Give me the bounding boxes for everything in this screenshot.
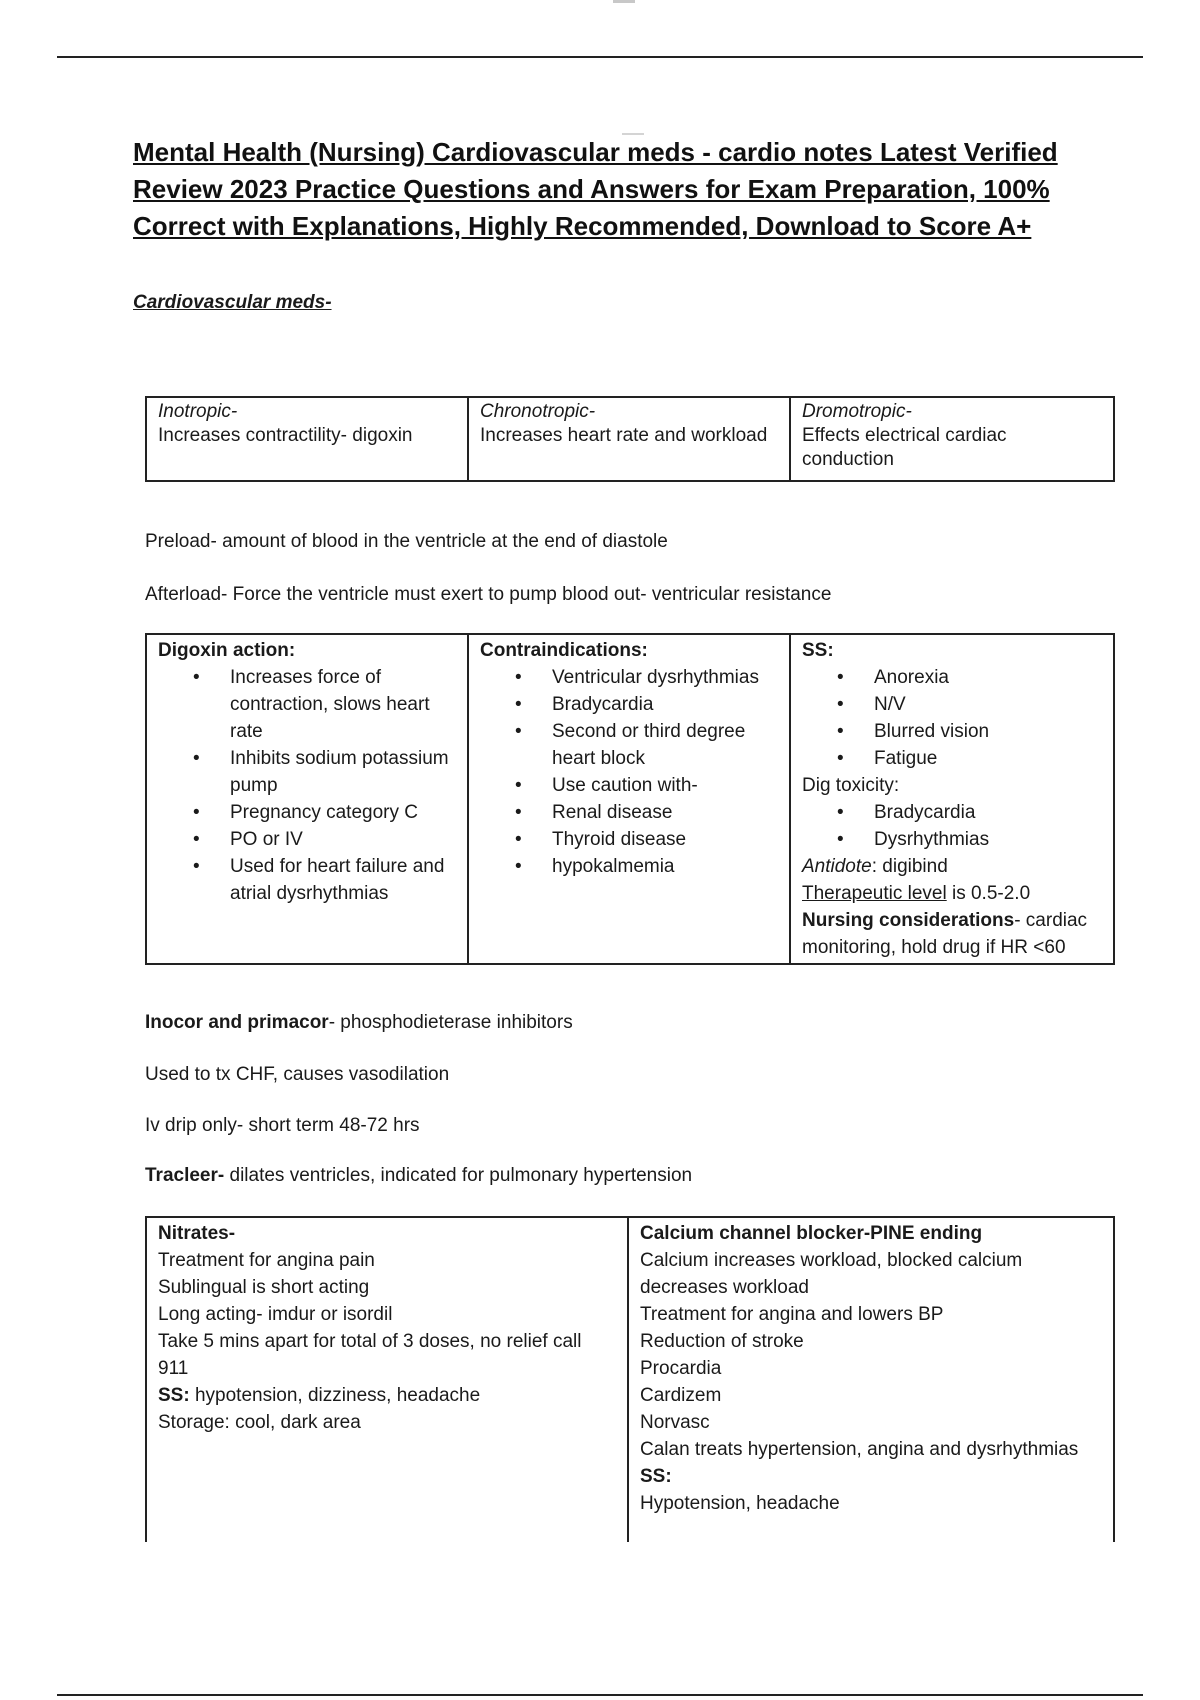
list-item: • Dysrhythmias	[874, 826, 1103, 853]
list-item: • Blurred vision	[874, 718, 1103, 745]
chronotropic-text: Increases heart rate and workload	[480, 425, 768, 446]
list-item: • Second or third degree heart block	[552, 718, 779, 772]
afterload-paragraph: Afterload- Force the ventricle must exert to pump blood out- ventricular resistance	[145, 584, 832, 605]
list-item: • Renal disease	[552, 799, 779, 826]
header-rule	[57, 56, 1143, 58]
ccb-line: Norvasc	[640, 1412, 710, 1433]
digoxin-action-list	[158, 664, 457, 907]
nursing-label: Nursing considerations	[802, 910, 1015, 931]
list-item: • N/V	[874, 691, 1103, 718]
section-heading: Cardiovascular meds-	[133, 292, 332, 313]
nitrates-ccb-table	[145, 1216, 1115, 1542]
list-item: • Bradycardia	[874, 799, 1103, 826]
contraindications-list	[480, 664, 779, 880]
inotropic-cell	[146, 397, 468, 481]
inocor-text: - phosphodieterase inhibitors	[328, 1012, 573, 1033]
side-effects-list	[802, 664, 1103, 772]
nursing-line	[802, 907, 1103, 961]
tracleer-text: dilates ventricles, indicated for pulmonary hypertension	[224, 1165, 693, 1186]
list-item: • Inhibits sodium potassium pump	[230, 745, 457, 799]
list-item: • Pregnancy category C	[230, 799, 457, 826]
antidote-line	[802, 853, 1103, 880]
page-title: Mental Health (Nursing) Cardiovascular meds - cardio notes Latest Verified Review 2023 Practice Questions and Answers for Exam Preparation, 100% Correct with Explanations, Highly Recommended, Download to Score A+	[133, 137, 1058, 241]
ccb-line: Reduction of stroke	[640, 1331, 804, 1352]
chronotropic-heading: Chronotropic-	[480, 401, 596, 422]
therapeutic-value: is 0.5-2.0	[946, 883, 1031, 904]
contraindications-heading: Contraindications:	[480, 640, 648, 661]
nitrates-line: Long acting- imdur or isordil	[158, 1304, 393, 1325]
ccb-line: Cardizem	[640, 1385, 722, 1406]
tracleer-label: Tracleer-	[145, 1165, 225, 1186]
ccb-ss-text: Hypotension, headache	[640, 1493, 840, 1514]
nitrates-line: Sublingual is short acting	[158, 1277, 370, 1298]
antidote-label: Antidote	[802, 856, 872, 877]
nitrates-line: Treatment for angina pain	[158, 1250, 375, 1271]
list-item: • PO or IV	[230, 826, 457, 853]
dig-toxicity-label: Dig toxicity:	[802, 775, 900, 796]
list-item: • Thyroid disease	[552, 826, 779, 853]
digoxin-action-heading: Digoxin action:	[158, 640, 296, 661]
list-item: • Fatigue	[874, 745, 1103, 772]
inocor-label: Inocor and primacor	[145, 1012, 329, 1033]
list-item: • Used for heart failure and atrial dysrhythmias	[230, 853, 457, 907]
dromotropic-text: Effects electrical cardiac conduction	[802, 425, 1007, 470]
ccb-line: Calcium increases workload, blocked calcium decreases workload	[640, 1250, 1023, 1298]
list-item: • Bradycardia	[552, 691, 779, 718]
dromotropic-cell	[790, 397, 1114, 481]
ccb-line: Treatment for angina and lowers BP	[640, 1304, 944, 1325]
nitrates-heading: Nitrates-	[158, 1223, 236, 1244]
nursing-value: - cardiac monitoring, hold drug if HR <60	[802, 910, 1088, 958]
list-item: • Use caution with-	[552, 772, 779, 799]
list-item: • Ventricular dysrhythmias	[552, 664, 779, 691]
chronotropic-cell	[468, 397, 790, 481]
list-item: • Increases force of contraction, slows heart rate	[230, 664, 457, 745]
nitrates-line: Take 5 mins apart for total of 3 doses, no relief call 911	[158, 1331, 582, 1379]
therapeutic-line	[802, 880, 1103, 907]
iv-paragraph: Iv drip only- short term 48-72 hrs	[145, 1115, 420, 1136]
ccb-heading: Calcium channel blocker-PINE ending	[640, 1223, 983, 1244]
nitrates-ss-label: SS:	[158, 1385, 190, 1406]
ccb-line: Calan treats hypertension, angina and dysrhythmias	[640, 1439, 1079, 1460]
top-scan-mark	[613, 0, 635, 3]
dromotropic-heading: Dromotropic-	[802, 401, 912, 422]
footer-rule	[57, 1694, 1143, 1696]
antidote-value: : digibind	[871, 856, 948, 877]
list-item: • Anorexia	[874, 664, 1103, 691]
inocor-paragraph	[145, 1011, 573, 1035]
digoxin-action-cell	[146, 634, 468, 964]
list-item: • hypokalmemia	[552, 853, 779, 880]
ccb-cell	[628, 1217, 1114, 1542]
side-effects-heading: SS:	[802, 640, 834, 661]
nitrates-cell	[146, 1217, 628, 1542]
inotropic-heading: Inotropic-	[158, 401, 238, 422]
terms-table	[145, 396, 1115, 482]
tracleer-paragraph	[145, 1164, 692, 1188]
preload-paragraph: Preload- amount of blood in the ventricle at the end of diastole	[145, 531, 668, 552]
inotropic-text: Increases contractility- digoxin	[158, 425, 413, 446]
ccb-line: Procardia	[640, 1358, 722, 1379]
therapeutic-label: Therapeutic level	[802, 883, 947, 904]
contraindications-cell	[468, 634, 790, 964]
nitrates-storage: Storage: cool, dark area	[158, 1412, 361, 1433]
digoxin-table	[145, 633, 1115, 965]
nitrates-ss-text: hypotension, dizziness, headache	[189, 1385, 481, 1406]
chf-paragraph: Used to tx CHF, causes vasodilation	[145, 1064, 450, 1085]
side-effects-cell	[790, 634, 1114, 964]
ccb-ss-label: SS:	[640, 1466, 672, 1487]
dig-toxicity-list	[802, 799, 1103, 853]
nitrates-ss-line	[158, 1382, 617, 1409]
